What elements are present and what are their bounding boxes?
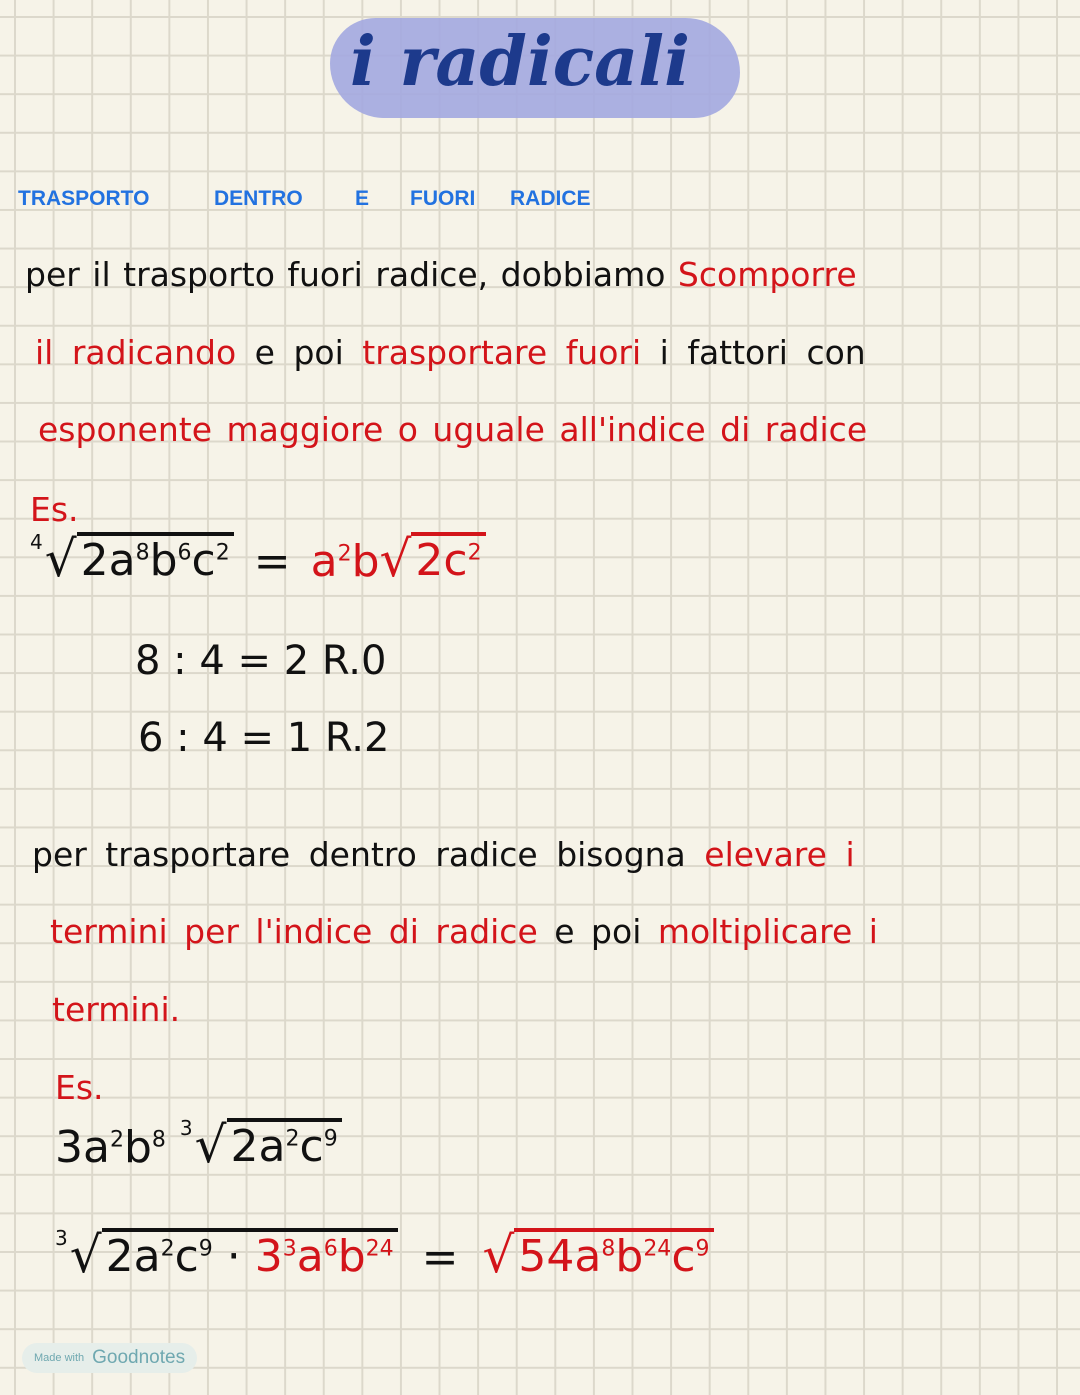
subtitle-word: RADICE: [510, 187, 591, 210]
radical-sign: √: [482, 1226, 515, 1284]
root-index: 4: [30, 530, 43, 554]
text: e poi: [554, 912, 642, 951]
text: fattori con: [687, 333, 866, 372]
text: i: [659, 333, 669, 372]
radicand-red: $3^3a^6b^{24}$: [254, 1231, 394, 1283]
equals: =: [253, 536, 291, 587]
root-index: 3: [179, 1116, 193, 1140]
subtitle-word: TRASPORTO: [18, 187, 150, 210]
text: per il trasporto fuori radice, dobbiamo: [25, 255, 666, 294]
example-label: Es.: [55, 1068, 104, 1107]
para1-line1: [25, 255, 857, 294]
goodnotes-badge: [22, 1343, 197, 1373]
para1-line3: esponente maggiore o uguale all'indice di radice: [38, 410, 868, 449]
text-red: elevare i: [704, 835, 855, 874]
radical-sign: √: [194, 1116, 227, 1174]
text: per trasportare dentro radice bisogna: [32, 835, 686, 874]
para2-line2: [50, 912, 878, 951]
text-red: moltiplicare i: [657, 912, 878, 951]
radicand-black: $2a^2c^9$ ·: [105, 1231, 241, 1283]
text-red: termini per l'indice di radice: [50, 912, 538, 951]
root-index: 3: [55, 1226, 68, 1250]
example2-line2: [55, 1228, 714, 1283]
radicand: $2a^8b^6c^2$: [77, 532, 234, 587]
step-1: 8 : 4 = 2 R.0: [135, 638, 387, 684]
radicand: [102, 1228, 398, 1283]
text-red: trasportare fuori: [362, 333, 642, 372]
text-red: Scomporre: [677, 255, 857, 294]
subtitle-word: E: [355, 187, 370, 210]
radicand: $2a^2c^9$: [227, 1118, 342, 1173]
radical-sign: √: [69, 1226, 102, 1284]
page-title: i radicali: [350, 22, 690, 102]
para2-line1: [32, 835, 855, 874]
step-2: 6 : 4 = 1 R.2: [138, 715, 390, 761]
text-red: il radicando: [35, 333, 237, 372]
radical-sign: √: [379, 530, 412, 588]
badge-brand: Goodnotes: [92, 1347, 186, 1368]
subtitle-word: FUORI: [410, 187, 476, 210]
example-label: Es.: [30, 490, 79, 529]
result-radicand: $2c^2$: [411, 532, 485, 587]
example2-line1: [55, 1118, 342, 1173]
example1-equation: [30, 532, 486, 587]
result-prefix: $a^2b$: [310, 536, 380, 587]
para2-line3: termini.: [52, 990, 181, 1029]
equals: =: [421, 1232, 459, 1283]
text: e poi: [254, 333, 344, 372]
badge-small-text: Made with: [34, 1352, 85, 1364]
para1-line2: [35, 333, 866, 372]
prefix: $3a^2b^8$: [55, 1122, 166, 1173]
radical-sign: √: [44, 530, 77, 588]
subtitle-word: DENTRO: [214, 187, 303, 210]
result-radicand: $54a^8b^{24}c^9$: [514, 1228, 713, 1283]
